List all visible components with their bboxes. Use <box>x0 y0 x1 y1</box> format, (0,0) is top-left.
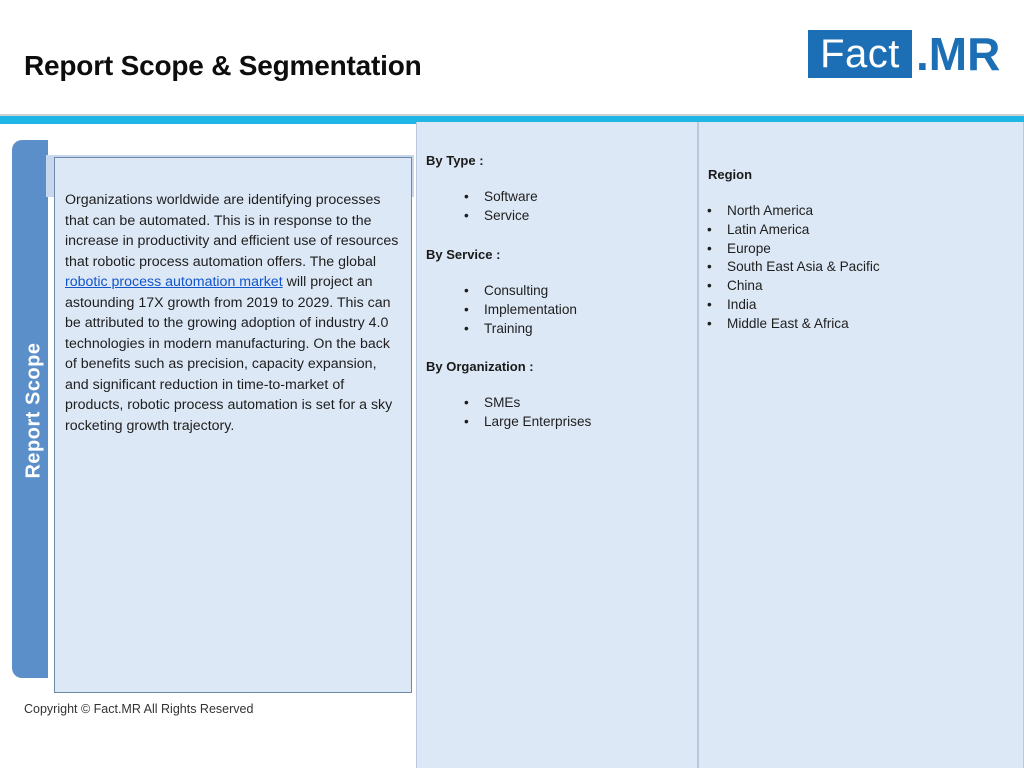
logo-suffix: MR <box>928 28 1001 80</box>
list-item: • China <box>707 277 880 296</box>
list-item: • Training <box>464 320 577 339</box>
list-item: • Consulting <box>464 282 577 301</box>
copyright-notice: Copyright © Fact.MR All Rights Reserved <box>24 702 254 716</box>
list-item: • Middle East & Africa <box>707 315 880 334</box>
by-type-heading: By Type : <box>426 153 484 168</box>
report-scope-label-text: Report Scope <box>22 341 45 479</box>
logo-box-text: Fact <box>808 30 912 78</box>
market-report-link[interactable]: robotic process automation market <box>65 274 283 290</box>
list-item: • Latin America <box>707 221 880 240</box>
list-item: • Large Enterprises <box>464 413 591 432</box>
by-type-list <box>464 188 538 226</box>
by-service-list <box>464 282 577 338</box>
fact-mr-logo <box>808 30 1000 78</box>
segment-column-type <box>416 122 698 768</box>
by-organization-list <box>464 394 591 432</box>
page-title: Report Scope & Segmentation <box>24 50 422 81</box>
list-item: • SMEs <box>464 394 591 413</box>
logo-dot: . <box>916 28 929 80</box>
list-item: • Europe <box>707 240 880 259</box>
list-item: • North America <box>707 202 880 221</box>
list-item: • South East Asia & Pacific <box>707 258 880 277</box>
region-heading: Region <box>708 167 753 182</box>
description-text-end: will project an astounding 17X growth from 2019 to 2029. This can be attributed to the growing adoption of industry 4.0 technologies in modern manufacturing. On the back of benefits such as precision, capacity expansion, and significant reduction in time-to-market of products, robotic process automation is set for a sky rocketing growth trajectory. <box>65 274 393 434</box>
scope-description <box>65 190 403 436</box>
description-text-start: Organizations worldwide are identifying processes that can be automated. This is in response to the increase in productivity and efficient use of resources that robotic process automation offers. The global <box>65 192 399 270</box>
list-item: • Software <box>464 188 538 207</box>
region-list <box>707 202 880 334</box>
by-service-heading: By Service : <box>426 247 501 262</box>
by-organization-heading: By Organization : <box>426 359 534 374</box>
list-item: • Service <box>464 207 538 226</box>
report-scope-tab-label <box>14 200 54 620</box>
list-item: • India <box>707 296 880 315</box>
list-item: • Implementation <box>464 301 577 320</box>
